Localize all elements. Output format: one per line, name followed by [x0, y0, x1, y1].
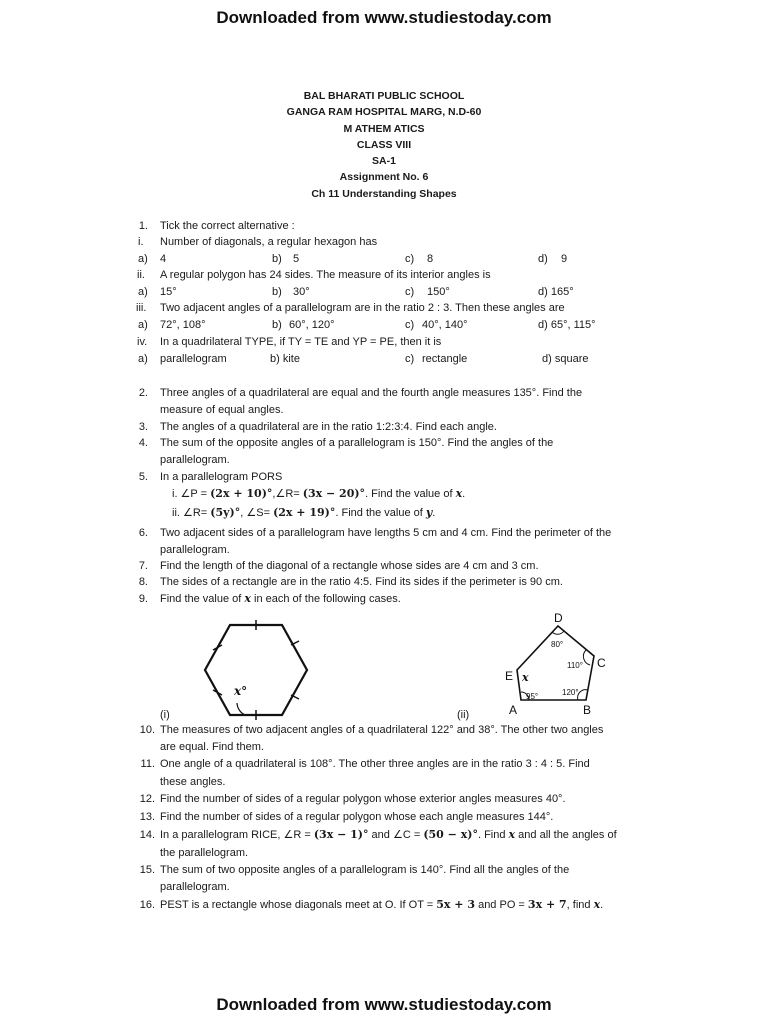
figure-label: (ii) — [457, 709, 470, 721]
sub-question: ii. ∠R= (5y)°, ∠S= (2x + 19)°. Find the value of y. — [172, 506, 436, 519]
question-number: 16. — [139, 899, 155, 911]
angle-label-d: 80° — [551, 640, 564, 649]
sub-text: In a quadrilateral TYPE, if TY = TE and YP = PE, then it is — [160, 336, 442, 348]
question-number: 6. — [138, 527, 148, 539]
angle-label-c: 110° — [567, 661, 583, 670]
option-label: d) — [538, 253, 548, 265]
question-text: Two adjacent sides of a parallelogram have lengths 5 cm and 4 cm. Find the perimeter of the — [160, 527, 612, 539]
sub-number: iv. — [137, 336, 148, 348]
question-text: parallelogram. — [160, 454, 230, 466]
option-label: a) — [138, 253, 148, 265]
question-text: The sides of a rectangle are in the ratio 4:5. Find its sides if the perimeter is 90 cm. — [160, 576, 563, 588]
option-value: 60°, 120° — [289, 319, 335, 331]
question-text: the parallelogram. — [160, 847, 249, 859]
question-number: 9. — [138, 593, 148, 605]
vertex-label-c: C — [597, 656, 606, 670]
school-name: BAL BHARATI PUBLIC SCHOOL — [303, 90, 465, 102]
question-number: 1. — [138, 220, 148, 232]
question-number: 2. — [138, 387, 148, 399]
option-value: rectangle — [422, 353, 468, 365]
vertex-label-d: D — [554, 611, 563, 625]
option-label: c) — [405, 253, 415, 265]
option-label: c) — [405, 319, 415, 331]
download-banner-top: Downloaded from www.studiestoday.com — [216, 8, 552, 27]
download-banner-bottom: Downloaded from www.studiestoday.com — [216, 995, 552, 1014]
document-header — [0, 88, 768, 202]
question-number: 4. — [138, 437, 148, 449]
angle-label-e: x — [522, 671, 529, 684]
option-label: b) — [272, 253, 282, 265]
option-value: 8 — [427, 253, 434, 265]
option-value: 30° — [293, 286, 310, 298]
question-text: One angle of a quadrilateral is 108°. The other three angles are in the ratio 3 : 4 : 5. Find — [160, 758, 590, 770]
question-text: The sum of two opposite angles of a parallelogram is 140°. Find all the angles of the — [160, 864, 570, 876]
option-value: d) 165° — [538, 286, 574, 298]
option-value: 15° — [160, 286, 177, 298]
option-label: a) — [138, 319, 148, 331]
question-text: Tick the correct alternative : — [160, 220, 295, 232]
question-number: 7. — [138, 560, 148, 572]
pentagon-figure — [498, 610, 613, 720]
question-text: parallelogram. — [160, 544, 230, 556]
question-text: In a parallelogram RICE, ∠R = (3x − 1)° and ∠C = (50 − x)°. Find x and all the angles of — [160, 828, 617, 841]
question-text: these angles. — [160, 776, 226, 788]
question-text: are equal. Find them. — [160, 741, 264, 753]
question-number: 5. — [138, 471, 148, 483]
question-number: 14. — [139, 829, 155, 841]
sub-question: i. ∠P = (2x + 10)°,∠R= (3x − 20)°. Find the value of x. — [172, 487, 466, 500]
question-text: Find the value of x in each of the following cases. — [160, 592, 401, 605]
option-value: 40°, 140° — [422, 319, 468, 331]
hexagon-figure — [195, 615, 315, 720]
option-label: b) — [272, 319, 282, 331]
question-text: Find the length of the diagonal of a rectangle whose sides are 4 cm and 3 cm. — [160, 560, 539, 572]
vertex-label-b: B — [583, 703, 592, 717]
question-number: 15. — [139, 864, 155, 876]
chapter-title: Ch 11 Understanding Shapes — [311, 187, 457, 200]
angle-label-b: 120° — [562, 688, 579, 697]
option-label: b) — [272, 286, 282, 298]
term: SA-1 — [372, 155, 396, 168]
assignment-number: Assignment No. 6 — [339, 171, 429, 184]
question-text: measure of equal angles. — [160, 404, 284, 416]
option-value: 4 — [160, 253, 167, 265]
question-text: Find the number of sides of a regular polygon whose exterior angles measures 40°. — [160, 793, 566, 805]
option-value: d) square — [542, 353, 589, 365]
question-text: The sum of the opposite angles of a parallelogram is 150°. Find the angles of the — [160, 437, 554, 449]
question-number: 12. — [139, 793, 155, 805]
class-name: CLASS VIII — [356, 138, 412, 151]
sub-text: Number of diagonals, a regular hexagon has — [160, 236, 378, 248]
sub-number: ii. — [137, 269, 145, 281]
question-text: Find the number of sides of a regular polygon whose each angle measures 144°. — [160, 811, 554, 823]
figure-label: (i) — [160, 709, 170, 721]
sub-text: A regular polygon has 24 sides. The measure of its interior angles is — [160, 269, 491, 281]
option-value: 72°, 108° — [160, 319, 206, 331]
option-value: d) 65°, 115° — [538, 319, 596, 331]
question-number: 8. — [138, 576, 148, 588]
question-text: PEST is a rectangle whose diagonals meet at O. If OT = 5x + 3 and PO = 3x + 7, find x. — [160, 898, 604, 911]
school-address: GANGA RAM HOSPITAL MARG, N.D-60 — [286, 106, 482, 119]
option-value: parallelogram — [160, 353, 227, 365]
vertex-label-a: A — [509, 703, 518, 717]
option-label: c) — [405, 286, 415, 298]
option-label: c) — [405, 353, 415, 365]
subject: M ATHEM ATICS — [343, 122, 425, 135]
question-number: 10. — [139, 724, 155, 736]
angle-label-x: x° — [234, 684, 248, 698]
option-label: a) — [138, 286, 148, 298]
question-number: 13. — [139, 811, 155, 823]
sub-text: Two adjacent angles of a parallelogram are in the ratio 2 : 3. Then these angles are — [160, 302, 565, 314]
sub-number: i. — [138, 236, 144, 248]
question-number: 11. — [140, 758, 155, 770]
question-text: The angles of a quadrilateral are in the ratio 1:2:3:4. Find each angle. — [160, 421, 497, 433]
question-text: The measures of two adjacent angles of a quadrilateral 122° and 38°. The other two angles — [160, 724, 604, 736]
option-value: 9 — [561, 253, 568, 265]
sub-number: iii. — [136, 302, 147, 314]
question-text: In a parallelogram PORS — [160, 471, 283, 483]
option-label: a) — [138, 353, 148, 365]
option-value: b) kite — [270, 353, 300, 365]
question-number: 3. — [138, 421, 148, 433]
vertex-label-e: E — [505, 669, 514, 683]
option-value: 150° — [427, 286, 450, 298]
question-text: Three angles of a quadrilateral are equal and the fourth angle measures 135°. Find the — [160, 387, 583, 399]
angle-label-a: 95° — [526, 692, 539, 701]
option-value: 5 — [293, 253, 300, 265]
question-text: parallelogram. — [160, 881, 230, 893]
